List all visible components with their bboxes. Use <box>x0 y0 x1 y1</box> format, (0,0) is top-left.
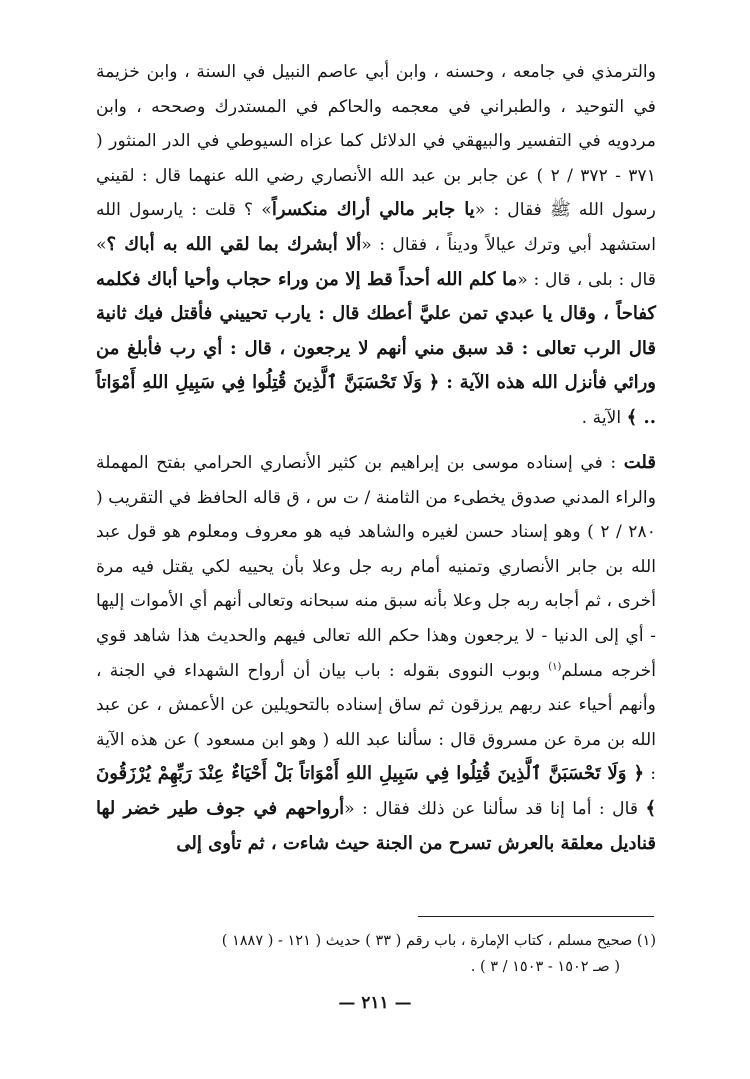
hadith-paragraph <box>96 55 656 436</box>
hadith-quote: ما كلم الله أحداً قط إلا من وراء حجاب وأحيا أباك فكلمه كفاحاً ، وقال يا عبدي تمن عليَّ أعطك قال : يارب تحييني فأقتل فيك ثانية قال الرب تعالى : قد سبق مني أنهم لا يرجعون ، قال : أي رب فأبلغ من ورائي فأنزل الله هذه الآية : ﴿ وَلَا تَحْسَبَنَّ ٱلَّذِينَ قُتِلُوا فِي سَبِيلِ اللهِ أَمْوَاتاً .. ﴾ <box>96 268 656 428</box>
commentary-lead: قلت <box>623 452 656 473</box>
text-run: الآية . <box>581 407 627 428</box>
hadith-quote: ألا أبشرك بما لقي الله به أباك ؟ <box>106 233 362 255</box>
text-run: » قال : بلى ، قال : « <box>96 234 656 290</box>
footnote-line: ( صـ ١٥٠٢ - ١٥٠٣ / ٣ ) . <box>470 959 620 975</box>
footnote-divider <box>418 916 654 917</box>
commentary-paragraph <box>96 446 656 861</box>
text-run: : في إسناده موسى بن إبراهيم بن كثير الأنصاري الحرامي بفتح المهملة والراء المدني صدوق يخطىء من الثامنة / ت س ، ق قاله الحافظ في التقريب ( ٢٨٠ / ٢ ) وهو إسناد حسن لغيره والشاهد فيه هو معروف ومعلوم هو قول عبد الله بن جابر الأنصاري وتمنيه أمام ربه جل وعلا بأن يحييه لكي يقتل فيه مرة أخرى ، ثم أجابه ربه جل وعلا بأنه سبق منه سبحانه وتعالى أنهم أي الأموات إليها - أي إلى الدنيا - لا يرجعون وهذا حكم الله تعالى فيهم والحديث هذا شاهد قوي أخرجه مسلم <box>96 453 656 681</box>
text-run: » ؟ قلت : يارسول الله استشهد أبي وترك عيالاً وديناً ، فقال : « <box>96 200 656 255</box>
quran-verse: ﴿ وَلَا تَحْسَبَنَّ ٱلَّذِينَ قُتِلُوا فِي سَبِيلِ اللهِ أَمْوَاتاً بَلْ أَحْيَاءٌ عِنْدَ رَبِّهِمْ يُرْزَقُونَ ﴾ <box>96 763 656 819</box>
hadith-quote: أرواحهم في جوف طير خضر لها قناديل معلقة بالعرش تسرح من الجنة حيث شاءت ، ثم تأوى إلى <box>96 797 656 854</box>
footnote-ref: (١) <box>548 660 562 672</box>
text-run: قال : أما إنا قد سألنا عن ذلك فقال : « <box>344 798 646 819</box>
hadith-quote: يا جابر مالي أراك منكسراً <box>271 199 475 221</box>
text-run: والترمذي في جامعه ، وحسنه ، وابن أبي عاصم النبيل في السنة ، وابن خزيمة في التوحيد ، والطبراني في معجمه والحاكم في المستدرك وصححه ، وابن مردويه في التفسير والبيهقي في الدلائل كما عزاه السيوطي في الدر المنثور ( ٣٧١ - ٣٧٢ / ٢ ) عن جابر بن عبد الله الأنصاري رضي الله عنهما قال : لقيني رسول الله ﷺ فقال : « <box>96 62 656 221</box>
text-run: وبوب النووى بقوله : باب بيان أن أرواح الشهداء في الجنة ، وأنهم أحياء عند ربهم يرزقون ثم ساق إسناده بالتحويلين عن الأعمش ، عن عبد الله بن مرة عن مسروق قال : سألنا عبد الله ( وهو ابن مسعود ) عن هذه الآية : <box>96 660 657 785</box>
footnote <box>96 928 656 980</box>
page-number: — ٢١١ — <box>338 993 412 1013</box>
footnote-line: (١) صحيح مسلم ، كتاب الإمارة ، باب رقم ( ٣٣ ) حديث ( ١٢١ - ( ١٨٨٧ ) <box>221 933 656 949</box>
